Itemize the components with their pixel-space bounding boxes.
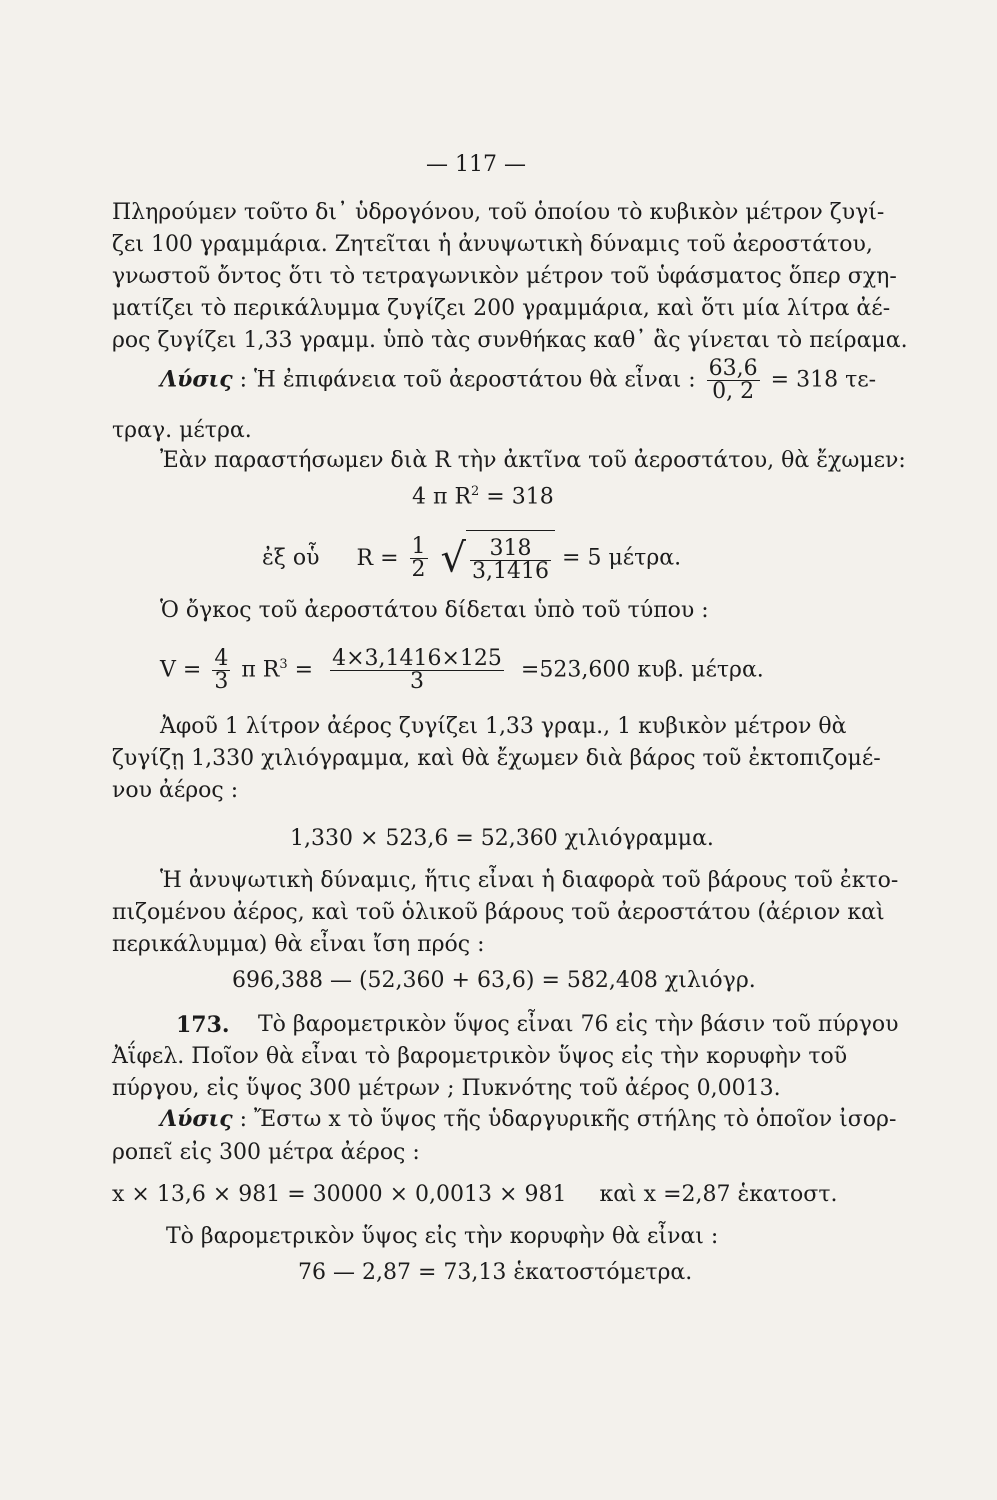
equation-final: 76 — 2,87 = 73,13 ἑκατοστόμετρα. [298, 1260, 693, 1285]
equation-force: 696,388 — (52,360 + 63,6) = 582,408 χιλιόγρ. [232, 968, 756, 993]
fraction [707, 358, 760, 403]
equation-weight: 1,330 × 523,6 = 52,360 χιλιόγραμμα. [290, 826, 714, 851]
equation-barometric [112, 1182, 837, 1207]
solution-1-line [160, 358, 876, 403]
fraction-denominator: 3,1416 [472, 558, 550, 584]
equals-sign: = [294, 657, 314, 683]
equation-term: π R [241, 657, 280, 683]
page-number: — 117 — [426, 152, 526, 177]
text-line: ζει 100 γραμμάρια. Ζητεῖται ἡ ἀνυψωτικὴ δύναμις τοῦ ἀεροστάτου, [112, 232, 873, 257]
equation-body: x × 13,6 × 981 = 30000 × 0,0013 × 981 [112, 1182, 567, 1207]
fraction [410, 536, 428, 581]
fraction-numerator: 4×3,1416×125 [332, 645, 502, 671]
equation-prefix: ἐξ οὗ [262, 545, 320, 571]
text-line: Ἀφοῦ 1 λίτρον ἀέρος ζυγίζει 1,33 γραμ., 1 κυβικὸν μέτρον θὰ [160, 714, 847, 739]
equation-lhs: R = [356, 545, 399, 571]
text-line: γνωστοῦ ὄντος ὅτι τὸ τετραγωνικὸν μέτρον τοῦ ὑφάσματος ὅπερ σχη- [112, 264, 897, 289]
equation-volume [160, 638, 764, 697]
text-line: τραγ. μέτρα. [112, 418, 252, 443]
fraction-numerator: 1 [411, 534, 426, 559]
text-line: πιζομένου ἀέρος, καὶ τοῦ ὁλικοῦ βάρους τοῦ ἀεροστάτου (ἀέριον καὶ [112, 900, 885, 925]
equation-area [412, 484, 554, 509]
fraction-denominator: 3 [410, 668, 424, 694]
fraction [330, 645, 504, 694]
radical-sign-icon: √ [440, 535, 467, 582]
square-root [441, 530, 555, 587]
fraction-denominator: 0, 2 [712, 379, 755, 404]
lysis-label: Λύσις [160, 1106, 233, 1132]
text-line: Πληρούμεν τοῦτο δι᾽ ὑδρογόνου, τοῦ ὁποίου τὸ κυβικὸν μέτρον ζυγί- [112, 200, 885, 225]
equation-tail: καὶ x =2,87 ἑκατοστ. [599, 1182, 838, 1207]
fraction-numerator: 318 [470, 538, 551, 561]
text-line: νου ἀέρος : [112, 778, 239, 803]
text-line: ροπεῖ εἰς 300 μέτρα ἀέρος : [112, 1140, 420, 1165]
equation-lhs: V = [160, 657, 202, 683]
fraction-denominator: 3 [214, 668, 229, 694]
equation-result: = 5 μέτρα. [562, 545, 682, 571]
text-line: Ὁ ὄγκος τοῦ ἀεροστάτου δίδεται ὑπὸ τοῦ τύπου : [160, 598, 709, 623]
fraction-numerator: 63,6 [708, 356, 758, 381]
fraction [470, 535, 551, 584]
problem-number-text: 173. [176, 1012, 230, 1038]
solution-2-line [160, 1106, 896, 1132]
text-line: ζυγίζῃ 1,330 χιλιόγραμμα, καὶ θὰ ἔχωμεν διὰ βάρος τοῦ ἐκτοπιζομέ- [112, 746, 881, 771]
solution-1-result: = 318 τε- [770, 367, 877, 393]
equation-lhs: 4 π R [412, 484, 472, 510]
equation-result: =523,600 κυβ. μέτρα. [520, 657, 764, 683]
fraction-denominator: 2 [411, 557, 426, 582]
solution-2-text: : Ἔστω x τὸ ὕψος τῆς ὑδαργυρικῆς στήλης τὸ ὁποῖον ἰσορ- [239, 1107, 897, 1132]
text-line: Ἀΐφελ. Ποῖον θὰ εἶναι τὸ βαρομετρικὸν ὕψος εἰς τὴν κορυφὴν τοῦ [112, 1044, 848, 1069]
equation-radius [262, 530, 681, 587]
fraction [212, 645, 230, 694]
problem-number [176, 1012, 230, 1038]
text-line: ματίζει τὸ περικάλυμμα ζυγίζει 200 γραμμάρια, καὶ ὅτι μία λίτρα ἀέ- [112, 296, 891, 321]
text-line: Τὸ βαρομετρικὸν ὕψος εἶναι 76 εἰς τὴν βάσιν τοῦ πύργου [258, 1012, 899, 1037]
text-line: Τὸ βαρομετρικὸν ὕψος εἰς τὴν κορυφὴν θὰ εἶναι : [166, 1224, 719, 1249]
text-line: Ἡ ἀνυψωτικὴ δύναμις, ἥτις εἶναι ἡ διαφορὰ τοῦ βάρους τοῦ ἐκτο- [160, 868, 899, 893]
equation-rhs: = 318 [486, 484, 554, 510]
text-line: ρος ζυγίζει 1,33 γραμμ. ὑπὸ τὰς συνθήκας καθ᾽ ἃς γίνεται τὸ πείραμα. [112, 328, 908, 353]
text-line: Ἐὰν παραστήσωμεν διὰ R τὴν ἀκτῖνα τοῦ ἀεροστάτου, θὰ ἔχωμεν: [160, 448, 906, 473]
fraction-numerator: 4 [214, 645, 229, 671]
solution-1-text: : Ἡ ἐπιφάνεια τοῦ ἀεροστάτου θὰ εἶναι : [239, 367, 696, 393]
exponent: 3 [279, 657, 288, 672]
text-line: πύργου, εἰς ὕψος 300 μέτρων ; Πυκνότης τοῦ ἀέρος 0,0013. [112, 1076, 781, 1101]
exponent: 2 [471, 484, 480, 499]
lysis-label: Λύσις [160, 366, 233, 393]
text-line: περικάλυμμα) θὰ εἶναι ἴση πρός : [112, 932, 485, 957]
